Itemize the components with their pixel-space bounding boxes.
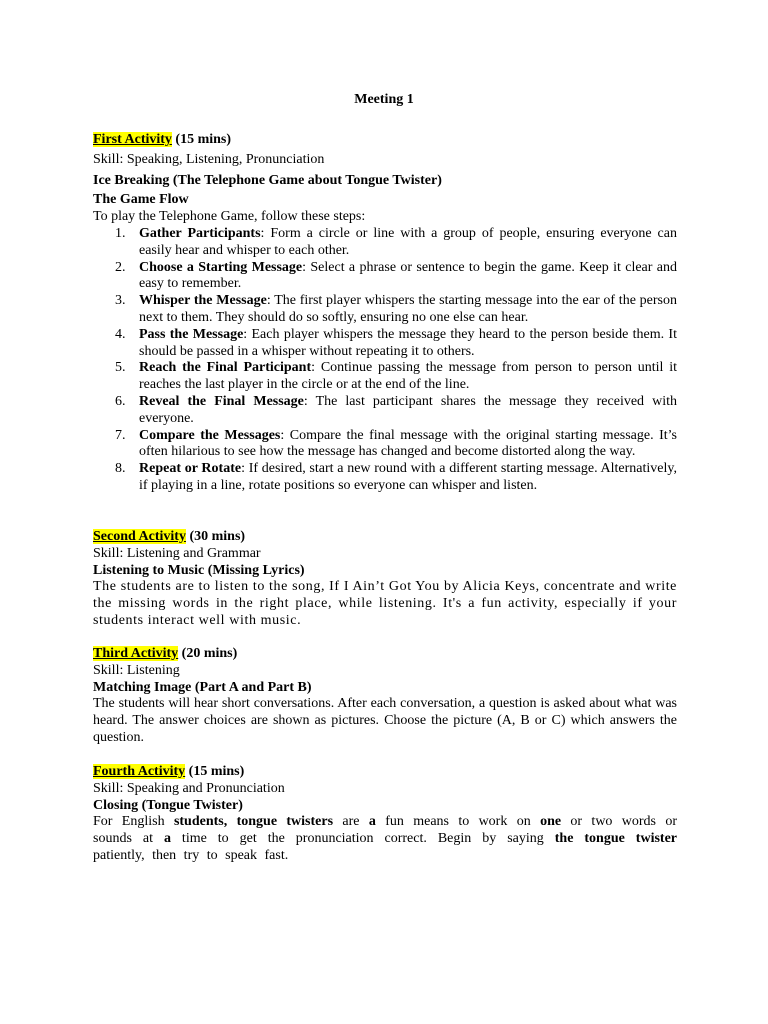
step-text: : Continue passing the message from person to person until it reaches the last player in the circle or at the end of the line. xyxy=(139,360,678,393)
step-text: : Each player whispers the message they heard to the person beside them. It should be passed in a whisper without repeating it to others. xyxy=(139,326,677,359)
fourth-body-part: are xyxy=(333,814,369,830)
fourth-body-part: time to get the pronunciation correct. Begin by saying xyxy=(170,831,555,847)
page-title: Meeting 1 xyxy=(354,92,414,107)
step-term: Whisper the Message xyxy=(139,293,267,309)
third-activity-body: The students will hear short conversations. After each conversation, a question is asked about what was heard. The answer choices are shown as pictures. Choose the picture (A, B or C) which answers the question. xyxy=(93,696,677,745)
first-activity-heading: Ice Breaking (The Telephone Game about Tongue Twister) xyxy=(93,172,442,188)
step-number: 4. xyxy=(115,326,126,342)
step-term: Reach the Final Participant xyxy=(139,360,312,376)
step-number: 1. xyxy=(115,225,126,241)
step-number: 7. xyxy=(115,427,126,443)
step-item xyxy=(93,226,677,260)
step-term: Pass the Message xyxy=(139,326,244,342)
second-activity-skill: Skill: Listening and Grammar xyxy=(93,545,261,561)
steps-list xyxy=(93,226,677,495)
third-activity-skill: Skill: Listening xyxy=(93,662,180,678)
step-item xyxy=(93,260,677,294)
fourth-activity-skill: Skill: Speaking and Pronunciation xyxy=(93,780,285,796)
step-term: Choose a Starting Message xyxy=(139,259,303,275)
step-term: Reveal the Final Message xyxy=(139,393,304,409)
fourth-body-part: For English xyxy=(93,814,174,830)
step-number: 2. xyxy=(115,259,126,275)
fourth-body-part: one xyxy=(540,814,562,830)
third-activity-heading: Matching Image (Part A and Part B) xyxy=(93,679,312,695)
first-activity-skill: Skill: Speaking, Listening, Pronunciation xyxy=(93,151,325,167)
fourth-activity-duration: (15 mins) xyxy=(185,764,245,779)
second-activity-body: The students are to listen to the song, If I Ain’t Got You by Alicia Keys, concentrate and write the missing words in the right place, while listening. It's a fun activity, especially if your students interact well with music. xyxy=(93,579,677,628)
fourth-body-part: a xyxy=(163,831,171,847)
step-term: Repeat or Rotate xyxy=(139,461,242,477)
second-activity-label: Second Activity xyxy=(93,529,186,544)
fourth-body-part: students, tongue twisters xyxy=(173,814,334,830)
step-text: : Select a phrase or sentence to begin the game. Keep it clear and easy to remember. xyxy=(139,259,677,292)
third-activity-duration: (20 mins) xyxy=(178,646,238,661)
step-number: 6. xyxy=(115,393,126,409)
step-number: 8. xyxy=(115,461,126,477)
first-activity-intro: To play the Telephone Game, follow these steps: xyxy=(93,209,366,225)
step-number: 3. xyxy=(115,293,126,309)
step-term: Compare the Messages xyxy=(139,427,281,443)
second-activity-duration: (30 mins) xyxy=(185,529,246,544)
fourth-body-part: patiently, then try to speak fast. xyxy=(93,847,289,863)
third-activity-section xyxy=(93,646,677,747)
step-item xyxy=(93,293,677,327)
step-item xyxy=(93,327,677,361)
fourth-body-part: or two words or sounds at xyxy=(93,814,678,847)
fourth-body-part: fun means to work on xyxy=(375,814,541,830)
step-text: : The first player whispers the starting message into the ear of the person next to them. They should do so softly, ensuring no one else can hear. xyxy=(139,293,677,325)
step-number: 5. xyxy=(115,360,126,376)
step-text: : Form a circle or line with a group of people, ensuring everyone can easily hear and whisper to each other. xyxy=(139,225,677,258)
first-activity-label: First Activity xyxy=(93,132,172,147)
first-activity-duration: (15 mins) xyxy=(171,132,232,147)
second-activity-section xyxy=(93,529,677,630)
step-text: : Compare the final message with the original starting message. It’s often hilarious to see how the message has changed and become distorted along the way. xyxy=(139,427,677,460)
step-item xyxy=(93,360,677,394)
first-activity-section xyxy=(93,132,677,495)
second-activity-heading: Listening to Music (Missing Lyrics) xyxy=(93,562,305,578)
fourth-activity-body xyxy=(93,814,677,864)
fourth-activity-header xyxy=(93,764,677,781)
third-activity-header xyxy=(93,646,677,663)
first-activity-subheading: The Game Flow xyxy=(93,192,189,208)
step-item xyxy=(93,461,677,495)
fourth-body-part: a xyxy=(368,814,376,830)
first-activity-header xyxy=(93,132,677,149)
fourth-activity-label: Fourth Activity xyxy=(93,764,186,779)
second-activity-header xyxy=(93,529,677,546)
step-text: : The last participant shares the message they received with everyone. xyxy=(139,393,677,426)
step-item xyxy=(93,428,677,462)
fourth-activity-section xyxy=(93,764,677,865)
fourth-body-part: the tongue twister xyxy=(554,831,678,847)
step-item xyxy=(93,394,677,428)
fourth-activity-heading: Closing (Tongue Twister) xyxy=(93,797,243,813)
third-activity-label: Third Activity xyxy=(93,646,179,661)
step-term: Gather Participants xyxy=(139,225,261,241)
step-text: : If desired, start a new round with a different starting message. Alternatively, if playing in a line, rotate positions so everyone can whisper and listen. xyxy=(139,461,677,493)
